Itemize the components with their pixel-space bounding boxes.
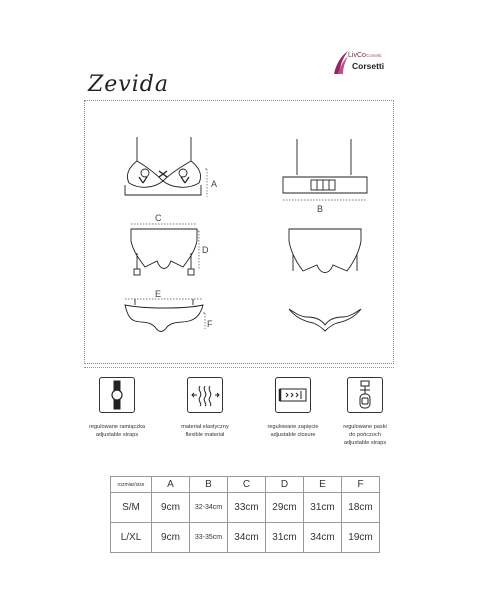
table-cell: 34cm [228,523,266,553]
bra-front-drawing [125,137,201,195]
feature-label-pl: regulowane ramiączka [89,424,145,430]
hook-closure-icon [275,377,311,413]
column-header: A [152,477,190,493]
table-row [111,523,380,553]
table-cell: 18cm [342,493,380,523]
garter-clip-icon [347,377,383,413]
dim-label-a: A [211,179,218,189]
garter-belt-front-drawing [131,229,197,275]
column-header: C [228,477,266,493]
feature-label-en: flexible material [185,432,225,438]
feature-label-pl: materiał elastyczny [181,424,229,430]
feature-label-en: adjustable closure [270,432,316,438]
table-cell: 33-35cm [190,523,228,553]
brand-logo [332,50,402,78]
logo-line1-tag: Corsetti [366,53,382,58]
lingerie-schematic [85,101,395,365]
feature-garter-straps [310,377,420,447]
stretch-fabric-icon [187,377,223,413]
column-header: B [190,477,228,493]
table-cell: 31cm [266,523,304,553]
table-header-row [111,477,380,493]
size-label: L/XL [111,523,152,553]
feature-label-pl-2: do pończoch [349,432,381,438]
table-cell: 32-34cm [190,493,228,523]
feature-label-en: adjustable straps [343,440,387,446]
table-cell: 19cm [342,523,380,553]
feature-label-pl: regulowane paski [343,424,387,430]
feature-label-pl: regulowane zapięcie [267,424,319,430]
dim-label-d: D [202,245,209,255]
thong-back-drawing [289,309,361,331]
column-header: D [266,477,304,493]
table-cell: 29cm [266,493,304,523]
logo-line2: Corsetti [352,61,385,71]
dim-label-c: C [155,213,162,223]
strap-buckle-icon [99,377,135,413]
dim-label-b: B [317,204,324,214]
table-corner-cell: rozmiar/size [111,477,152,493]
table-cell: 31cm [304,493,342,523]
dim-label-e: E [155,289,162,299]
table-cell: 9cm [152,523,190,553]
table-cell: 34cm [304,523,342,553]
bra-back-drawing [283,139,367,193]
product-diagram [84,100,394,364]
feature-label-en: adjustable straps [95,432,139,438]
table-cell: 33cm [228,493,266,523]
logo-line1: LivCo [348,52,366,59]
size-label: S/M [111,493,152,523]
size-table [110,476,380,553]
table-row [111,493,380,523]
table-cell: 9cm [152,493,190,523]
section-divider [84,367,394,368]
column-header: F [342,477,380,493]
column-header: E [304,477,342,493]
product-title: Zevida [88,72,169,97]
garter-belt-back-drawing [289,229,361,273]
thong-front-drawing [125,299,203,332]
dim-label-f: F [207,319,213,329]
